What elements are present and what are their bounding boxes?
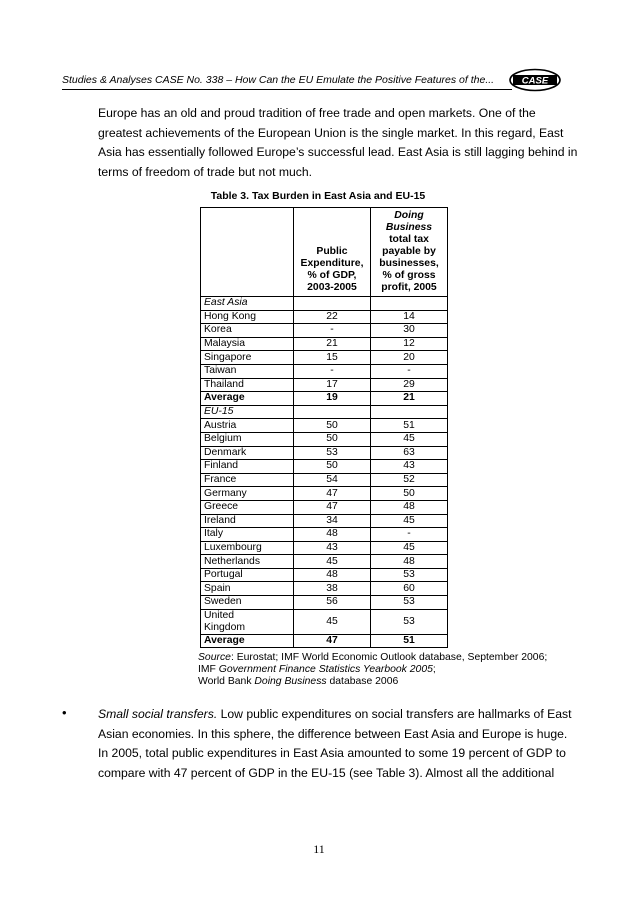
source-line-2-italic: Government Finance Statistics Yearbook 2005 bbox=[218, 664, 433, 675]
country-cell: Korea bbox=[201, 324, 294, 338]
bullet-line: In 2005, total public expenditures in East Asia amounted to some 19 percent of GDP to bbox=[98, 746, 566, 760]
group-header-row bbox=[201, 297, 448, 311]
bullet-line: compare with 47 percent of GDP in the EU-15 (see Table 3). Almost all the additional bbox=[98, 765, 555, 780]
table-row bbox=[201, 568, 448, 582]
public-expenditure-cell: - bbox=[294, 324, 371, 338]
table-row bbox=[201, 351, 448, 365]
bullet-line bbox=[98, 705, 572, 725]
tax-payable-cell: 20 bbox=[371, 351, 448, 365]
intro-line: Asia has essentially followed Europe’s successful lead. East Asia is still lagging behind in bbox=[98, 145, 578, 159]
source-line-1-text: : Eurostat; IMF World Economic Outlook database, September 2006; bbox=[230, 652, 548, 663]
average-row bbox=[201, 634, 448, 648]
table-row bbox=[201, 432, 448, 446]
public-expenditure-cell: 50 bbox=[294, 419, 371, 433]
country-cell: France bbox=[201, 473, 294, 487]
country-cell: Portugal bbox=[201, 568, 294, 582]
tax-payable-cell: 48 bbox=[371, 500, 448, 514]
tax-payable-cell: 45 bbox=[371, 514, 448, 528]
case-logo bbox=[508, 68, 562, 92]
public-expenditure-cell: 43 bbox=[294, 541, 371, 555]
table-row bbox=[201, 500, 448, 514]
country-cell: Singapore bbox=[201, 351, 294, 365]
country-cell: Hong Kong bbox=[201, 310, 294, 324]
country-cell: Luxembourg bbox=[201, 541, 294, 555]
public-expenditure-cell: 50 bbox=[294, 432, 371, 446]
running-header bbox=[62, 66, 562, 94]
public-expenditure-cell: 48 bbox=[294, 568, 371, 582]
tax-payable-cell: 12 bbox=[371, 337, 448, 351]
average-value-cell: 21 bbox=[371, 392, 448, 406]
public-expenditure-cell: 21 bbox=[294, 337, 371, 351]
tax-payable-cell: 53 bbox=[371, 568, 448, 582]
public-expenditure-cell: 48 bbox=[294, 528, 371, 542]
table-row bbox=[201, 310, 448, 324]
source-line-3-prefix: World Bank bbox=[198, 676, 255, 687]
tax-payable-cell: 50 bbox=[371, 487, 448, 501]
table-title: Table 3. Tax Burden in East Asia and EU-15 bbox=[210, 190, 426, 202]
table-row bbox=[201, 324, 448, 338]
logo-text: CASE bbox=[521, 75, 549, 87]
public-expenditure-cell: 34 bbox=[294, 514, 371, 528]
bullet-line: Asian economies. In this sphere, the difference between East Asia and Europe is huge. bbox=[98, 726, 568, 741]
table-row bbox=[201, 555, 448, 569]
country-cell: United Kingdom bbox=[201, 609, 294, 634]
public-expenditure-cell: 47 bbox=[294, 487, 371, 501]
running-title: Studies & Analyses CASE No. 338 – How Can the EU Emulate the Positive Features of the... bbox=[62, 74, 495, 86]
page-number: 11 bbox=[313, 842, 325, 856]
average-label-cell: Average bbox=[201, 392, 294, 406]
source-line-2-prefix: IMF bbox=[198, 664, 219, 675]
header-rule bbox=[62, 89, 512, 90]
public-expenditure-cell: 22 bbox=[294, 310, 371, 324]
tax-payable-cell: 45 bbox=[371, 432, 448, 446]
empty-cell bbox=[294, 405, 371, 419]
tax-payable-cell: 30 bbox=[371, 324, 448, 338]
tax-payable-cell: 48 bbox=[371, 555, 448, 569]
table-body bbox=[201, 297, 448, 648]
country-cell: Germany bbox=[201, 487, 294, 501]
header-doing-business-italic: Doing Business bbox=[385, 210, 433, 233]
country-cell: Sweden bbox=[201, 596, 294, 610]
country-cell: Malaysia bbox=[201, 337, 294, 351]
header-public-expenditure: Public Expenditure, % of GDP, 2003-2005 bbox=[294, 208, 371, 297]
group-header-row bbox=[201, 405, 448, 419]
table-row bbox=[201, 460, 448, 474]
table-row bbox=[201, 609, 448, 634]
country-cell: Thailand bbox=[201, 378, 294, 392]
source-line-2 bbox=[198, 664, 547, 676]
bullet-line-1-rest: Low public expenditures on social transfers are hallmarks of East bbox=[217, 707, 572, 721]
public-expenditure-cell: 56 bbox=[294, 596, 371, 610]
tax-payable-cell: 53 bbox=[371, 596, 448, 610]
table-row bbox=[201, 446, 448, 460]
table-row bbox=[201, 528, 448, 542]
empty-cell bbox=[294, 297, 371, 311]
country-cell: Belgium bbox=[201, 432, 294, 446]
country-cell: Denmark bbox=[201, 446, 294, 460]
intro-line: greatest achievements of the European Union is the single market. In this regard, East bbox=[98, 125, 564, 140]
average-label-cell: Average bbox=[201, 634, 294, 648]
public-expenditure-cell: 53 bbox=[294, 446, 371, 460]
table-row bbox=[201, 487, 448, 501]
group-name-cell: East Asia bbox=[201, 297, 294, 311]
intro-line: terms of freedom of trade but not much. bbox=[98, 164, 313, 179]
country-cell: Netherlands bbox=[201, 555, 294, 569]
table-row bbox=[201, 596, 448, 610]
intro-paragraph bbox=[98, 104, 578, 182]
country-cell: Greece bbox=[201, 500, 294, 514]
average-value-cell: 19 bbox=[294, 392, 371, 406]
bullet-text bbox=[98, 705, 572, 783]
empty-cell bbox=[371, 297, 448, 311]
table-row bbox=[201, 419, 448, 433]
tax-payable-cell: - bbox=[371, 364, 448, 378]
table-row bbox=[201, 582, 448, 596]
table-row bbox=[201, 337, 448, 351]
public-expenditure-cell: 15 bbox=[294, 351, 371, 365]
country-cell: Spain bbox=[201, 582, 294, 596]
table-source bbox=[198, 652, 547, 688]
public-expenditure-cell: 47 bbox=[294, 500, 371, 514]
source-line-3 bbox=[198, 676, 547, 688]
tax-payable-cell: 63 bbox=[371, 446, 448, 460]
tax-burden-table bbox=[200, 207, 448, 648]
country-cell: Taiwan bbox=[201, 364, 294, 378]
header-doing-business-rest: total tax payable by businesses, % of gross profit, 2005 bbox=[379, 234, 439, 293]
public-expenditure-cell: 45 bbox=[294, 555, 371, 569]
tax-payable-cell: 43 bbox=[371, 460, 448, 474]
group-name-cell: EU-15 bbox=[201, 405, 294, 419]
table-row bbox=[201, 364, 448, 378]
bullet-lead: Small social transfers. bbox=[98, 707, 218, 721]
average-row bbox=[201, 392, 448, 406]
table-header-row bbox=[201, 208, 448, 297]
bullet-symbol: • bbox=[62, 705, 67, 720]
source-line-3-suffix: database 2006 bbox=[326, 676, 399, 687]
public-expenditure-cell: 54 bbox=[294, 473, 371, 487]
table-row bbox=[201, 541, 448, 555]
intro-line: Europe has an old and proud tradition of free trade and open markets. One of the bbox=[98, 106, 536, 120]
tax-payable-cell: - bbox=[371, 528, 448, 542]
average-value-cell: 47 bbox=[294, 634, 371, 648]
public-expenditure-cell: 38 bbox=[294, 582, 371, 596]
table-row bbox=[201, 514, 448, 528]
tax-payable-cell: 51 bbox=[371, 419, 448, 433]
tax-payable-cell: 52 bbox=[371, 473, 448, 487]
public-expenditure-cell: - bbox=[294, 364, 371, 378]
source-label: Source bbox=[198, 652, 231, 663]
public-expenditure-cell: 50 bbox=[294, 460, 371, 474]
header-blank-cell bbox=[201, 208, 294, 297]
tax-payable-cell: 45 bbox=[371, 541, 448, 555]
public-expenditure-cell: 17 bbox=[294, 378, 371, 392]
tax-payable-cell: 53 bbox=[371, 609, 448, 634]
source-line-1 bbox=[198, 652, 547, 664]
source-line-2-suffix: ; bbox=[432, 664, 436, 675]
source-line-3-italic: Doing Business bbox=[254, 676, 327, 687]
country-cell: Italy bbox=[201, 528, 294, 542]
tax-payable-cell: 60 bbox=[371, 582, 448, 596]
average-value-cell: 51 bbox=[371, 634, 448, 648]
header-doing-business bbox=[371, 208, 448, 297]
country-cell: Austria bbox=[201, 419, 294, 433]
table-row bbox=[201, 473, 448, 487]
empty-cell bbox=[371, 405, 448, 419]
tax-payable-cell: 29 bbox=[371, 378, 448, 392]
public-expenditure-cell: 45 bbox=[294, 609, 371, 634]
country-cell: Ireland bbox=[201, 514, 294, 528]
tax-payable-cell: 14 bbox=[371, 310, 448, 324]
table-row bbox=[201, 378, 448, 392]
country-cell: Finland bbox=[201, 460, 294, 474]
